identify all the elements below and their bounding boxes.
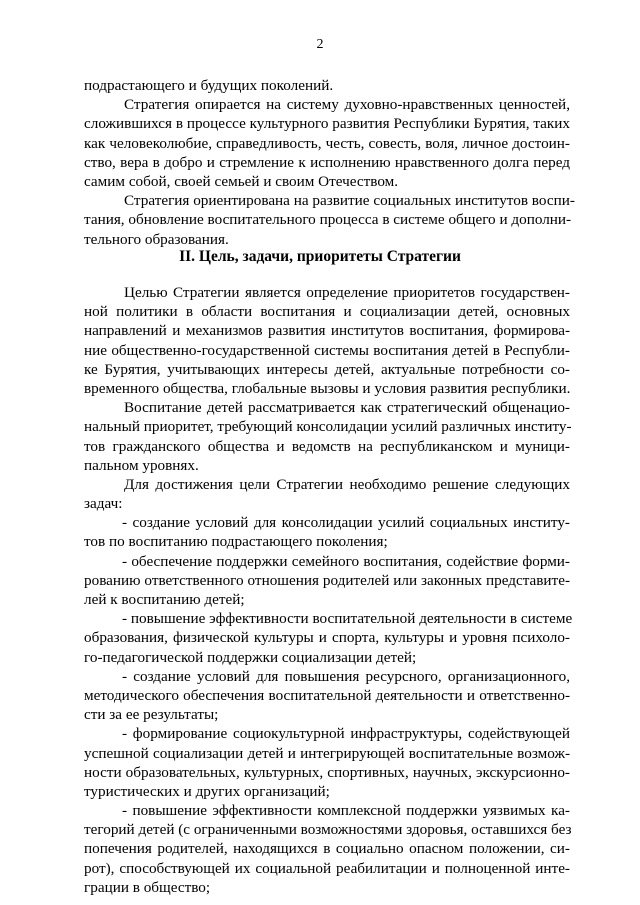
text-line: сложившихся в процессе культурного развития Республики Бурятия, таких (84, 115, 570, 133)
text-line: попечения родителей, находящихся в социально опасном положении, си- (84, 840, 570, 858)
text-line: образования, физической культуры и спорта, культуры и уровня психоло- (84, 629, 570, 647)
text-line: Стратегия опирается на систему духовно-нравственных ценностей, (124, 96, 570, 114)
page-number: 2 (316, 37, 324, 52)
text-line: ной политики в области воспитания и социализации детей, основных (84, 303, 570, 321)
text-line: ство, вера в добро и стремление к исполнению нравственного долга перед (84, 153, 570, 171)
text-line: грации в общество; (84, 878, 211, 896)
text-line: временного общества, глобальные вызовы и условия развития республики. (84, 379, 571, 397)
text-line: Воспитание детей рассматривается как стратегический общенацио- (124, 399, 570, 417)
text-line: рот), способствующей их социальной реабилитации и полноценной инте- (84, 859, 570, 877)
list-item: - повышение эффективности комплексной поддержки уязвимых ка- (122, 802, 570, 820)
text-line: туристических и других организаций; (84, 782, 330, 800)
text-line: нальный приоритет, требующий консолидации усилий различных институ- (84, 418, 572, 436)
list-item: - формирование социокультурной инфраструктуры, содействующей (122, 725, 570, 743)
text-line: тельного образования. (84, 230, 229, 248)
list-item: - создание условий для консолидации усилий социальных институ- (122, 514, 570, 532)
text-line: ности образовательных, культурных, спортивных, научных, экскурсионно- (84, 763, 570, 781)
text-line: сти за ее результаты; (84, 706, 219, 724)
text-line: пальном уровнях. (84, 456, 199, 474)
text-line: тегорий детей (с ограниченными возможностями здоровья, оставшихся без (84, 821, 572, 839)
text-line: го-педагогической поддержки социализации детей; (84, 648, 417, 666)
text-line: ние общественно-государственной системы воспитания детей в Республи- (84, 341, 570, 359)
body-text (84, 283, 573, 897)
text-line: самим собой, своей семьей и своим Отечеством. (84, 172, 399, 190)
text-line: направлений и механизмов развития институтов воспитания, формирова- (84, 322, 570, 340)
section-heading: II. Цель, задачи, приоритеты Стратегии (179, 248, 461, 265)
text-line: задач: (84, 495, 123, 513)
list-item: - создание условий для повышения ресурсного, организационного, (122, 667, 570, 685)
text-line: методического обеспечения воспитательной деятельности и ответственно- (84, 686, 570, 704)
list-item: - обеспечение поддержки семейного воспитания, содействие форми- (122, 552, 570, 570)
text-line: тов по воспитанию подрастающего поколения; (84, 533, 388, 551)
text-line: успешной социализации детей и интегрирующей воспитательные возмож- (84, 744, 570, 762)
text-line: Целью Стратегии является определение приоритетов государствен- (124, 284, 570, 301)
text-line: тов гражданского общества и ведомств на республиканском и муници- (84, 437, 570, 455)
text-line: Для достижения цели Стратегии необходимо решение следующих (124, 475, 570, 493)
text-line: лей к воспитанию детей; (84, 591, 245, 608)
intro-text (84, 76, 575, 249)
text-line: тания, обновление воспитательного процесса в системе общего и дополни- (84, 211, 572, 229)
list-item: - повышение эффективности воспитательной деятельности в системе (122, 610, 573, 628)
text-line: подрастающего и будущих поколений. (84, 77, 334, 94)
text-line: ке Бурятия, учитывающих интересы детей, актуальные потребности со- (84, 360, 570, 378)
text-line: как человеколюбие, справедливость, честь, совесть, воля, личное достоин- (84, 134, 570, 152)
text-line: рованию ответственного отношения родителей или законных представите- (84, 571, 570, 589)
text-line: Стратегия ориентирована на развитие социальных институтов воспи- (124, 192, 575, 210)
